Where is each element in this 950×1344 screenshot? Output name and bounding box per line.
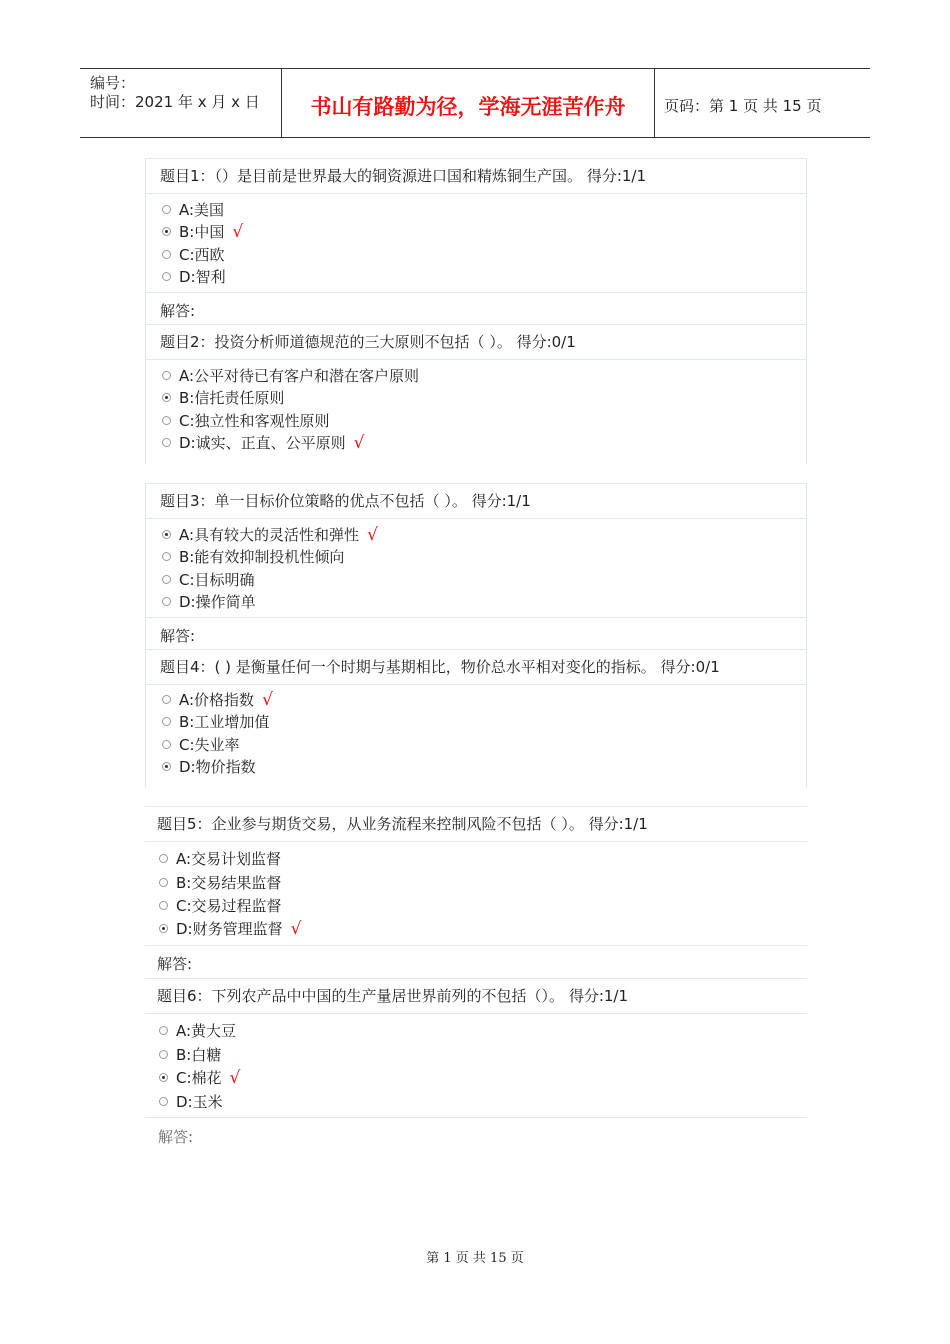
option-a[interactable]: A:价格指数 √ xyxy=(162,689,273,710)
option-c[interactable]: C:交易过程监督 xyxy=(159,895,282,916)
radio-selected-icon[interactable] xyxy=(162,762,171,771)
correct-check-icon: √ xyxy=(367,525,378,545)
radio-icon[interactable] xyxy=(162,695,171,704)
radio-selected-icon[interactable] xyxy=(162,530,171,539)
radio-icon[interactable] xyxy=(162,205,171,214)
radio-icon[interactable] xyxy=(162,438,171,447)
option-c[interactable]: C:西欧 xyxy=(162,244,225,265)
header-page-label: 页码：第 1 页 共 15 页 xyxy=(664,97,822,115)
radio-selected-icon[interactable] xyxy=(162,227,171,236)
radio-icon[interactable] xyxy=(159,1050,168,1059)
radio-icon[interactable] xyxy=(162,740,171,749)
correct-check-icon: √ xyxy=(290,919,302,939)
radio-selected-icon[interactable] xyxy=(162,393,171,402)
question-block xyxy=(145,483,807,787)
option-c[interactable]: C:独立性和客观性原则 xyxy=(162,410,330,431)
document-date-label: 时间：2021 年 x 月 x 日 xyxy=(90,93,260,111)
option-a[interactable]: A:黄大豆 xyxy=(159,1020,236,1041)
radio-icon[interactable] xyxy=(162,575,171,584)
radio-icon[interactable] xyxy=(159,901,168,910)
header-center-cell xyxy=(281,69,655,137)
radio-selected-icon[interactable] xyxy=(159,1073,168,1082)
document-number-label: 编号： xyxy=(90,74,136,92)
page-footer: 第 1 页 共 15 页 xyxy=(426,1251,524,1266)
document-header xyxy=(80,68,870,138)
question-block xyxy=(145,806,807,1118)
radio-selected-icon[interactable] xyxy=(159,924,168,933)
cut-off-answer-label: 解答: xyxy=(158,1128,194,1146)
correct-check-icon: √ xyxy=(353,433,365,453)
divider xyxy=(145,1117,807,1118)
option-b[interactable]: B:能有效抑制投机性倾向 xyxy=(162,546,344,567)
option-b[interactable]: B:白糖 xyxy=(159,1044,221,1065)
question-title: 题目3：单一目标价位策略的优点不包括（ ）。 得分:1/1 xyxy=(146,483,806,519)
divider xyxy=(146,292,806,293)
answer-label: 解答: xyxy=(157,955,193,973)
option-c[interactable]: C:棉花 √ xyxy=(159,1067,240,1088)
header-right-cell xyxy=(654,69,870,137)
option-d[interactable]: D:诚实、正直、公平原则 √ xyxy=(162,432,364,453)
correct-check-icon: √ xyxy=(232,222,244,242)
option-c[interactable]: C:目标明确 xyxy=(162,569,255,590)
radio-icon[interactable] xyxy=(162,416,171,425)
radio-icon[interactable] xyxy=(162,717,171,726)
option-a[interactable]: A:美国 xyxy=(162,199,224,220)
divider xyxy=(145,945,807,946)
header-motto: 书山有路勤为径，学海无涯苦作舟 xyxy=(310,94,626,119)
option-b[interactable]: B:工业增加值 xyxy=(162,711,269,732)
option-a[interactable]: A:交易计划监督 xyxy=(159,848,281,869)
radio-icon[interactable] xyxy=(159,1097,168,1106)
radio-icon[interactable] xyxy=(162,250,171,259)
correct-check-icon: √ xyxy=(229,1068,241,1088)
option-b[interactable]: B:中国 √ xyxy=(162,221,243,242)
option-a[interactable]: A:具有较大的灵活性和弹性 √ xyxy=(162,524,378,545)
question-title: 题目5：企业参与期货交易，从业务流程来控制风险不包括（ ）。 得分:1/1 xyxy=(145,806,807,842)
question-title: 题目4：( ) 是衡量任何一个时期与基期相比，物价总水平相对变化的指标。 得分:0/1 xyxy=(146,649,806,685)
answer-label: 解答: xyxy=(160,627,196,645)
option-d[interactable]: D:玉米 xyxy=(159,1091,223,1112)
radio-icon[interactable] xyxy=(162,272,171,281)
option-a[interactable]: A:公平对待已有客户和潜在客户原则 xyxy=(162,365,419,386)
question-title: 题目2：投资分析师道德规范的三大原则不包括（ ）。 得分:0/1 xyxy=(146,324,806,360)
option-d[interactable]: D:操作简单 xyxy=(162,591,256,612)
question-title: 题目6：下列农产品中中国的生产量居世界前列的不包括（）。 得分:1/1 xyxy=(145,978,807,1014)
correct-check-icon: √ xyxy=(262,690,273,710)
header-left-cell xyxy=(80,69,280,137)
answer-label: 解答: xyxy=(160,302,196,320)
question-block xyxy=(145,158,807,464)
option-c[interactable]: C:失业率 xyxy=(162,734,240,755)
option-b[interactable]: B:交易结果监督 xyxy=(159,872,281,893)
option-d[interactable]: D:财务管理监督 √ xyxy=(159,918,301,939)
option-b[interactable]: B:信托责任原则 xyxy=(162,387,284,408)
divider xyxy=(146,617,806,618)
option-d[interactable]: D:物价指数 xyxy=(162,756,256,777)
option-d[interactable]: D:智利 xyxy=(162,266,226,287)
radio-icon[interactable] xyxy=(162,552,171,561)
radio-icon[interactable] xyxy=(159,854,168,863)
question-title: 题目1：（）是目前是世界最大的铜资源进口国和精炼铜生产国。 得分:1/1 xyxy=(146,158,806,194)
radio-icon[interactable] xyxy=(159,1026,168,1035)
radio-icon[interactable] xyxy=(162,597,171,606)
radio-icon[interactable] xyxy=(159,878,168,887)
radio-icon[interactable] xyxy=(162,371,171,380)
